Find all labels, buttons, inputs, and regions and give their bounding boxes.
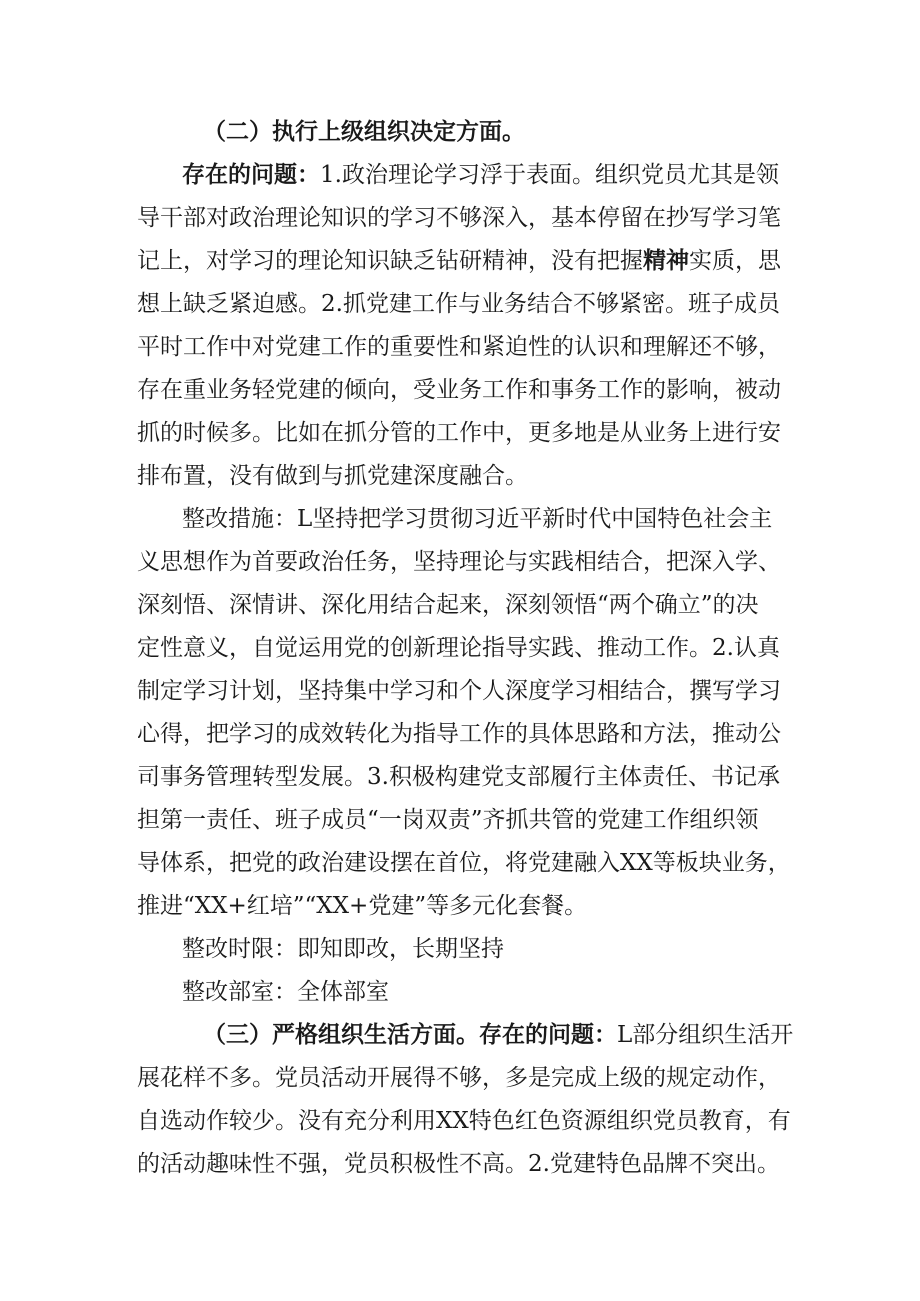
section-heading xyxy=(203,1020,793,1050)
paragraph-line: 存在重业务轻党建的倾向，受业务工作和事务工作的影响，被动 xyxy=(137,377,781,403)
emphasis-text: 精神 xyxy=(643,247,689,274)
paragraph-line: 自选动作较少。没有充分利用XX特色红色资源组织党员教育，有 xyxy=(137,1108,791,1134)
line-text: 记上，对学习的理论知识缺乏钻研精神，没有把握 xyxy=(137,248,643,274)
paragraph-line: 担第一责任、班子成员“一岗双责”齐抓共管的党建工作组织领 xyxy=(137,807,759,833)
paragraph-line: 整改措施：L坚持把学习贯彻习近平新时代中国特色社会主 xyxy=(182,506,773,532)
paragraph-line xyxy=(182,160,779,190)
line-text: 1.政治理论学习浮于表面。组织党员尤其是领 xyxy=(320,162,779,188)
paragraph-line: 定性意义，自觉运用党的创新理论指导实践、推动工作。2.认真 xyxy=(137,635,780,661)
department-line: 整改部室：全体部室 xyxy=(182,979,389,1005)
paragraph-line: 司事务管理转型发展。3.积极构建党支部履行主体责任、书记承 xyxy=(137,764,780,790)
line-text: 实质，思 xyxy=(689,248,781,274)
paragraph-line: 导体系，把党的政治建设摆在首位，将党建融入XX等板块业务， xyxy=(137,850,791,876)
paragraph-line: 义思想作为首要政治任务，坚持理论与实践相结合，把深入学、 xyxy=(137,549,781,575)
paragraph-line: 抓的时候多。比如在抓分管的工作中，更多地是从业务上进行安 xyxy=(137,420,781,446)
paragraph-line: 制定学习计划，坚持集中学习和个人深度学习相结合，撰写学习 xyxy=(137,678,781,704)
paragraph-line: 平时工作中对党建工作的重要性和紧迫性的认识和理解还不够， xyxy=(137,334,781,360)
paragraph-line: 展花样不多。党员活动开展得不够，多是完成上级的规定动作， xyxy=(137,1065,781,1091)
paragraph-line: 导干部对政治理论知识的学习不够深入，基本停留在抄写学习笔 xyxy=(137,205,781,231)
paragraph-line: 深刻悟、深情讲、深化用结合起来，深刻领悟“两个确立”的决 xyxy=(137,592,759,618)
problem-label: 存在的问题： xyxy=(182,161,320,188)
heading-text: （二）执行上级组织决定方面。 xyxy=(203,118,525,145)
deadline-line: 整改时限：即知即改，长期坚持 xyxy=(182,936,504,962)
paragraph-line: 想上缺乏紧迫感。2.抓党建工作与业务结合不够紧密。班子成员 xyxy=(137,291,780,317)
paragraph-line xyxy=(137,246,781,276)
line-text: L部分组织生活开 xyxy=(617,1022,794,1048)
paragraph-line: 推进“XX+红培”“XX+党建”等多元化套餐。 xyxy=(137,893,588,919)
paragraph-line: 心得，把学习的成效转化为指导工作的具体思路和方法，推动公 xyxy=(137,721,781,747)
paragraph-line: 的活动趣味性不强，党员积极性不高。2.党建特色品牌不突出。 xyxy=(137,1151,780,1177)
heading-text: （三）严格组织生活方面。存在的问题： xyxy=(203,1021,617,1048)
paragraph-line: 排布置，没有做到与抓党建深度融合。 xyxy=(137,463,528,489)
section-heading xyxy=(203,117,525,147)
